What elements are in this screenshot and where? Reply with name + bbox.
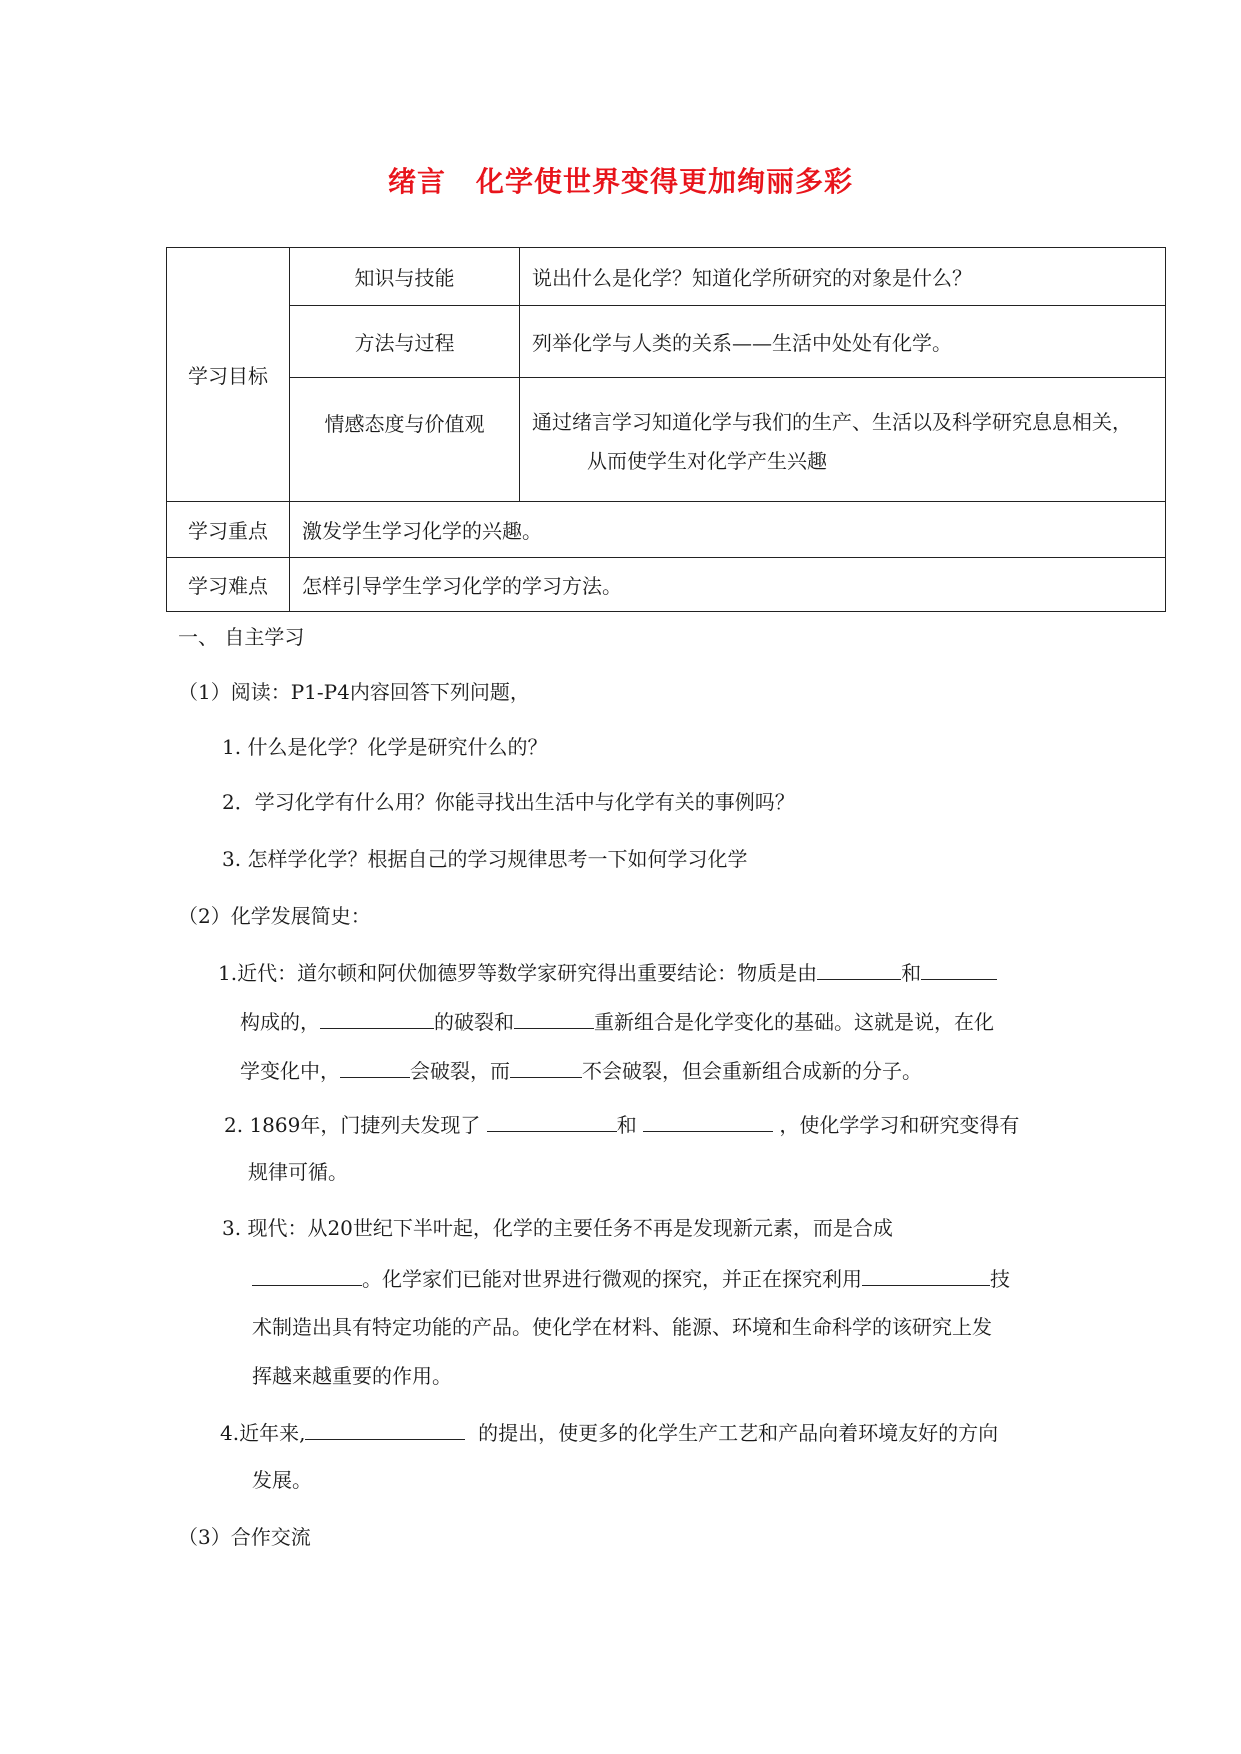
part1-heading: （1）阅读：P1-P4内容回答下列问题， <box>178 680 530 704</box>
fill-blank[interactable] <box>514 1010 594 1029</box>
item1-text: 构成的， <box>240 1010 320 1034</box>
part2-heading: （2）化学发展简史： <box>178 904 371 928</box>
item2-text: 2. 1869年，门捷列夫发现了 <box>224 1113 481 1137</box>
row-content <box>520 378 1166 502</box>
item1-line2 <box>240 1010 994 1032</box>
key-point-label: 学习重点 <box>167 502 290 558</box>
row-content: 说出什么是化学？知道化学所研究的对象是什么？ <box>520 248 1166 306</box>
page-title <box>0 160 1241 200</box>
item1-text: 不会破裂，但会重新组合成新的分子。 <box>582 1059 922 1083</box>
item3-line4: 挥越来越重要的作用。 <box>252 1364 452 1388</box>
fill-blank[interactable] <box>487 1113 617 1132</box>
fill-blank[interactable] <box>510 1059 582 1078</box>
item3-line2 <box>252 1267 1010 1289</box>
fill-blank[interactable] <box>817 961 901 980</box>
fill-blank[interactable] <box>320 1010 434 1029</box>
item1-text: 重新组合是化学变化的基础。这就是说，在化 <box>594 1010 994 1034</box>
row-label: 方法与过程 <box>290 306 520 378</box>
goal-header-cell: 学习目标 <box>167 248 290 502</box>
table-row <box>167 248 1166 306</box>
item4-text: 的提出，使更多的化学生产工艺和产品向着环境友好的方向 <box>478 1421 999 1445</box>
title-part1: 绪言 <box>387 165 446 198</box>
fill-blank[interactable] <box>921 961 997 980</box>
question-1: 1. 什么是化学？化学是研究什么的？ <box>222 735 548 759</box>
table-row <box>167 558 1166 612</box>
row-content-line1: 通过绪言学习知道化学与我们的生产、生活以及科学研究息息相关， <box>532 409 1132 434</box>
table-row <box>167 378 1166 502</box>
item1-line1 <box>218 961 997 983</box>
item3-line3: 术制造出具有特定功能的产品。使化学在材料、能源、环境和生命科学的该研究上发 <box>252 1315 992 1339</box>
table-row <box>167 306 1166 378</box>
item2-line2: 规律可循。 <box>248 1160 348 1184</box>
item3-text: 。化学家们已能对世界进行微观的探究，并正在探究利用 <box>362 1267 862 1291</box>
item2-text: ，使化学学习和研究变得有 <box>779 1113 1020 1137</box>
row-content: 列举化学与人类的关系——生活中处处有化学。 <box>520 306 1166 378</box>
difficulty-content: 怎样引导学生学习化学的学习方法。 <box>290 558 1166 612</box>
item2-text: 和 <box>616 1113 637 1137</box>
item4-line1 <box>220 1421 998 1443</box>
item1-text: 1.近代：道尔顿和阿伏伽德罗等数学家研究得出重要结论：物质是由 <box>218 961 818 985</box>
item3-line1: 3. 现代：从20世纪下半叶起，化学的主要任务不再是发现新元素，而是合成 <box>222 1216 893 1240</box>
section1-heading: 一、 自主学习 <box>178 625 305 649</box>
fill-blank[interactable] <box>340 1059 410 1078</box>
row-content-line2: 从而使学生对化学产生兴趣 <box>587 448 827 473</box>
item1-line3 <box>240 1059 922 1081</box>
learning-goals-table <box>166 247 1166 612</box>
item3-text: 技 <box>990 1267 1010 1291</box>
part3-heading: （3）合作交流 <box>178 1525 311 1549</box>
item1-text: 的破裂和 <box>434 1010 514 1034</box>
fill-blank[interactable] <box>252 1267 362 1286</box>
row-label: 情感态度与价值观 <box>290 378 520 502</box>
fill-blank[interactable] <box>643 1113 773 1132</box>
row-label: 知识与技能 <box>290 248 520 306</box>
fill-blank[interactable] <box>862 1267 990 1286</box>
table-row <box>167 502 1166 558</box>
item4-line2: 发展。 <box>252 1468 312 1492</box>
item2-line1 <box>224 1113 1019 1135</box>
item1-text: 和 <box>901 961 922 985</box>
difficulty-label: 学习难点 <box>167 558 290 612</box>
item4-text: 4.近年来, <box>220 1421 306 1445</box>
question-3: 3. 怎样学化学？根据自己的学习规律思考一下如何学习化学 <box>222 847 748 871</box>
title-part2: 化学使世界变得更加绚丽多彩 <box>476 165 854 198</box>
item1-text: 会破裂，而 <box>410 1059 510 1083</box>
key-point-content: 激发学生学习化学的兴趣。 <box>290 502 1166 558</box>
item1-text: 学变化中， <box>240 1059 340 1083</box>
fill-blank[interactable] <box>305 1421 465 1440</box>
question-2: 2．学习化学有什么用？你能寻找出生活中与化学有关的事例吗？ <box>222 790 795 814</box>
